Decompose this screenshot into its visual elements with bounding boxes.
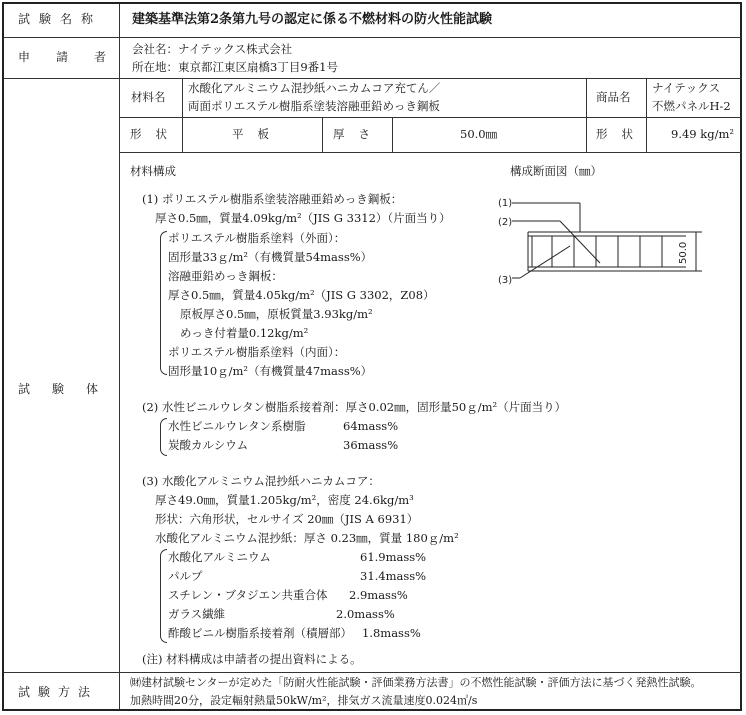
item3-row-name: 酢酸ビニル樹脂系接着剤（積層部） — [168, 626, 352, 640]
item3-row-value: 31.4mass% — [360, 569, 427, 583]
item3-heading: (3) 水酸化アルミニウム混抄紙ハニカムコア： — [142, 474, 380, 488]
mass-value: 9.49 kg/m² — [671, 127, 734, 141]
item3-row-value: 61.9mass% — [360, 550, 427, 564]
item3-row-name: ガラス繊維 — [168, 607, 226, 621]
product-line2: 不燃パネルH-2 — [652, 99, 731, 113]
shape-value: 平板 — [232, 127, 283, 141]
item2-heading: (2) 水性ビニルウレタン樹脂系接着剤：厚さ0.02㎜，固形量50ｇ/m²（片面当り） — [142, 400, 567, 414]
row-divider — [4, 78, 742, 79]
item1-heading: (1) ポリエステル樹脂系塗装溶融亜鉛めっき鋼板： — [142, 192, 403, 206]
method-line1: ㈶建材試験センターが定めた「防耐火性能試験・評価業務方法書」の不燃性能試験・評価方法に基づく発熱性試験。 — [130, 676, 702, 689]
item3-line: 水酸化アルミニウム混抄紙：厚さ 0.23㎜，質量 180ｇ/m² — [155, 531, 459, 545]
column-divider — [182, 78, 183, 152]
diagram-title: 構成断面図（㎜） — [510, 164, 602, 178]
row-divider — [4, 672, 742, 673]
company-name: 会社名：ナイテックス株式会社 — [132, 42, 293, 56]
item3-bracket — [160, 549, 167, 643]
test-name-value: 建築基準法第2条第九号の認定に係る不燃材料の防火性能試験 — [132, 12, 493, 27]
item3-row-value: 1.8mass% — [362, 626, 421, 640]
item2-bracket — [160, 418, 167, 456]
material-label: 材料名 — [131, 90, 166, 104]
label-specimen: 試験体 — [18, 382, 121, 396]
panel-section — [512, 203, 702, 278]
row-divider — [120, 152, 742, 153]
column-divider — [119, 4, 120, 709]
item2-row-value: 36mass% — [343, 438, 399, 452]
item1-line: ポリエステル樹脂系塗料（外面）： — [168, 231, 346, 245]
item1-line: 溶融亜鉛めっき鋼板： — [168, 269, 283, 283]
item1-line: 固形量10ｇ/m²（有機質量47mass%） — [168, 364, 373, 378]
cross-section-diagram — [490, 188, 710, 288]
label-test-name: 試験名称 — [18, 12, 103, 26]
composition-title: 材料構成 — [130, 164, 176, 178]
thickness-value: 50.0㎜ — [460, 127, 498, 141]
item3-row-name: スチレン・ブタジエン共重合体 — [168, 588, 328, 602]
item1-bracket — [160, 231, 167, 375]
column-divider — [586, 78, 587, 152]
company-address: 所在地：東京都江東区扇橋3丁目9番1号 — [132, 60, 338, 74]
item1-sub: 厚さ0.5㎜，質量4.09kg/m²（JIS G 3312）（片面当り） — [155, 211, 451, 225]
item3-row-name: パルプ — [168, 569, 203, 583]
item3-row-name: 水酸化アルミニウム — [168, 550, 271, 564]
item1-line: ポリエステル樹脂系塗料（内面）： — [168, 345, 346, 359]
shape2-label: 形状 — [596, 127, 647, 141]
item3-line: 厚さ49.0㎜，質量1.205kg/m²，密度 24.6kg/m³ — [155, 493, 414, 507]
label-applicant: 申請者 — [18, 50, 133, 64]
row-divider — [120, 117, 742, 118]
diagram-label-3: (3) — [498, 275, 513, 286]
product-line1: ナイテックス — [652, 81, 721, 95]
item3-row-value: 2.9mass% — [349, 588, 408, 602]
item1-line: 固形量33ｇ/m²（有機質量54mass%） — [168, 250, 373, 264]
row-divider — [4, 37, 742, 38]
shape-label: 形状 — [130, 127, 181, 141]
column-divider — [392, 117, 393, 152]
material-line1: 水酸化アルミニウム混抄紙ハニカムコア充てん／ — [188, 81, 441, 95]
item1-line: 厚さ0.5㎜，質量4.05kg/m²（JIS G 3302，Z08） — [168, 288, 435, 302]
item2-row-name: 水性ビニルウレタン系樹脂 — [168, 419, 306, 433]
item1-line: めっき付着量0.12kg/m² — [180, 326, 309, 340]
item2-row-value: 64mass% — [343, 419, 399, 433]
diagram-label-1: (1) — [498, 198, 513, 209]
composition-note: (注) 材料構成は申請者の提出資料による。 — [142, 652, 362, 666]
diagram-label-2: (2) — [498, 217, 513, 228]
column-divider — [322, 117, 323, 152]
item3-row-value: 2.0mass% — [336, 607, 395, 621]
thickness-label: 厚さ — [333, 127, 384, 141]
item3-line: 形状：六角形状，セルサイズ 20㎜（JIS A 6931） — [155, 512, 419, 526]
item2-row-name: 炭酸カルシウム — [168, 438, 249, 452]
diagram-dimension: 50.0 — [678, 241, 689, 264]
method-line2: 加熱時間20分，設定輻射熱量50kW/m²，排気ガス流量速度0.024㎥/s — [130, 694, 478, 707]
material-line2: 両面ポリエステル樹脂系塗装溶融亜鉛めっき鋼板 — [188, 99, 440, 113]
product-label: 商品名 — [596, 90, 631, 104]
label-test-method: 試験方法 — [18, 685, 99, 699]
item1-line: 原板厚さ0.5㎜，原板質量3.93kg/m² — [180, 307, 373, 321]
